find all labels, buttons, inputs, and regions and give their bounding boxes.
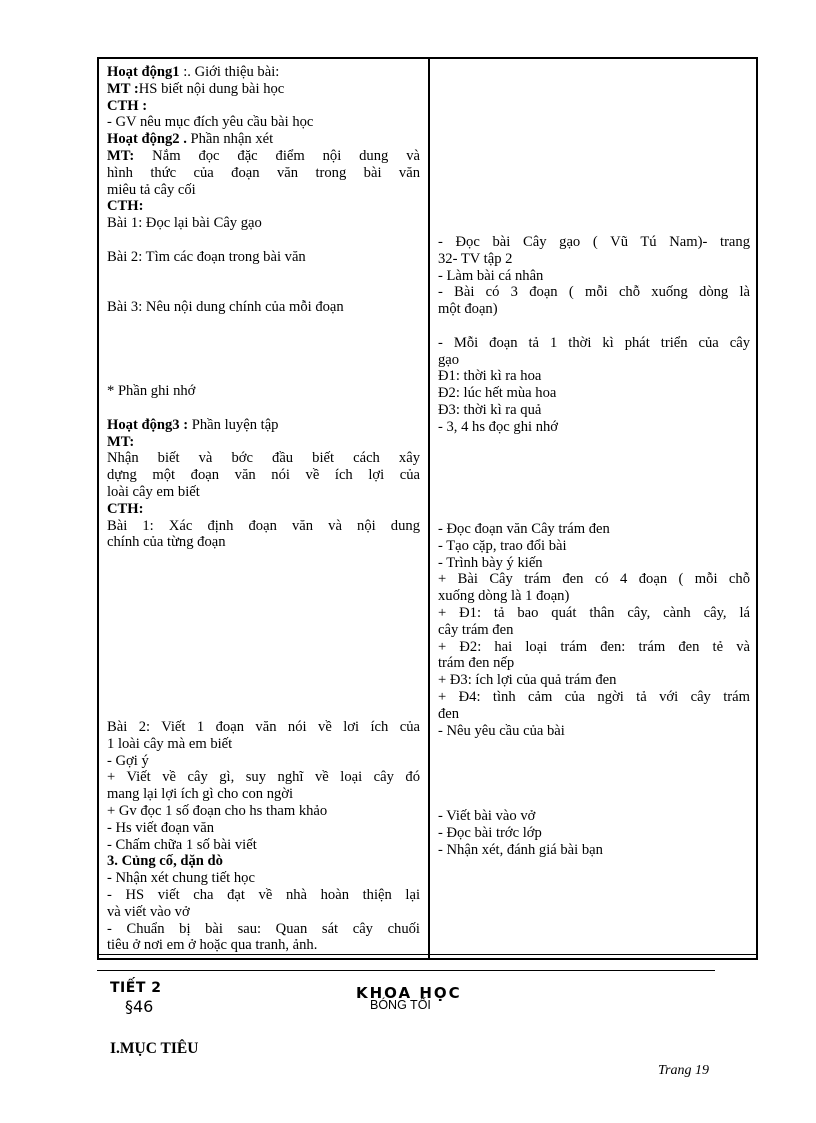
text-line	[107, 215, 420, 232]
text-line: - Đọc bài Cây gạo ( Vũ Tú Nam)- trang	[438, 234, 750, 250]
text-line: + Đ3: ích lợi của quả trám đen	[438, 672, 617, 689]
blank-line	[107, 232, 420, 249]
bold-label: Hoạt động3 :	[107, 416, 189, 433]
text-line	[107, 518, 420, 535]
line-text: * Phần ghi nhớ	[107, 383, 196, 400]
page-number: Trang 19	[658, 1063, 709, 1078]
lesson-title: BÓNG TỐI	[370, 998, 431, 1012]
line-text: + Gv đọc 1 số đoạn cho hs tham khảo	[107, 803, 328, 820]
line-text: HS biết nội dung bài học	[138, 80, 285, 97]
right-block-3	[438, 808, 750, 858]
blank-line	[107, 568, 420, 585]
text-line	[107, 937, 420, 954]
line-text: Phần nhận xét	[186, 131, 274, 148]
text-line: Đ3: thời kì ra quả	[438, 401, 542, 418]
line-text: - Nhận xét chung tiết học	[107, 870, 255, 887]
line-text: + Viết về cây gì, suy nghĩ về loại cây đó	[107, 769, 420, 786]
text-line: - Mỗi đoạn tả 1 thời kì phát triển của cây	[438, 334, 750, 351]
blank-line	[107, 585, 420, 602]
page-divider	[97, 970, 715, 971]
bold-label: Hoạt động1	[107, 64, 180, 80]
text-line: - Nêu yêu cầu của bài	[438, 722, 565, 739]
bold-label: Hoạt động2 .	[107, 131, 187, 148]
line-text: - HS viết cha đạt về nhà hoàn thiện lại	[107, 887, 420, 904]
line-text: :. Giới thiệu bài:	[179, 64, 280, 80]
text-line: + Bài Cây trám đen có 4 đoạn ( mỗi chỗ	[438, 571, 750, 588]
line-text: 1 loài cây mà em biết	[107, 735, 233, 752]
blank-line	[107, 702, 420, 719]
blank-line	[107, 652, 420, 669]
text-line	[107, 837, 420, 854]
line-text: Nắm đọc đặc điểm nội dung và	[134, 147, 420, 164]
bold-label: MT :	[107, 80, 139, 97]
blank-line	[107, 350, 420, 367]
text-line: xuống dòng là 1 đoạn)	[438, 588, 570, 605]
text-line: đen	[438, 705, 460, 722]
text-line	[107, 467, 420, 484]
blank-line	[107, 685, 420, 702]
line-text: - Chuẩn bị bài sau: Quan sát cây chuối	[107, 920, 420, 937]
text-line	[107, 786, 420, 803]
blank-line	[107, 400, 420, 417]
text-line	[107, 299, 420, 316]
section-number: §46	[125, 997, 154, 1016]
bold-label: CTH :	[107, 97, 148, 114]
blank-line	[107, 282, 420, 299]
student-activities-column	[430, 59, 756, 958]
text-line	[107, 148, 420, 165]
line-text: miêu tả cây cối	[107, 181, 196, 198]
blank-line	[107, 602, 420, 619]
lesson-number: TIẾT 2	[110, 980, 162, 996]
text-line: - Làm bài cá nhân	[438, 267, 544, 284]
blank-line	[107, 635, 420, 652]
text-line: - 3, 4 hs đọc ghi nhớ	[438, 418, 558, 435]
text-line	[107, 870, 420, 887]
text-line	[107, 753, 420, 770]
line-text: Bài 1: Đọc lại bài Cây gạo	[107, 215, 262, 232]
text-line	[107, 769, 420, 786]
text-line: - Trình bày ý kiến	[438, 554, 543, 571]
text-line	[107, 887, 420, 904]
text-line	[107, 820, 420, 837]
lesson-plan-table	[97, 57, 758, 960]
line-text: dựng một đoạn văn nói về ích lợi của	[107, 467, 420, 484]
blank-line	[107, 551, 420, 568]
blank-line	[107, 618, 420, 635]
text-line	[107, 249, 420, 266]
line-text: - Chấm chữa 1 số bài viết	[107, 836, 257, 853]
section-heading: I.MỤC TIÊU	[110, 1040, 199, 1057]
right-block-2	[438, 521, 750, 739]
text-line: Đ1: thời kì ra hoa	[438, 368, 542, 385]
blank-line	[438, 318, 750, 335]
text-line	[107, 182, 420, 199]
line-text: - Gợi ý	[107, 752, 149, 769]
text-line: + Đ1: tả bao quát thân cây, cành cây, lá	[438, 604, 750, 621]
text-line	[107, 198, 420, 215]
text-line: trám đen nếp	[438, 655, 515, 672]
line-text: chính của từng đoạn	[107, 534, 226, 551]
line-text: - Hs viết đoạn văn	[107, 819, 214, 836]
text-line	[107, 434, 420, 451]
text-line: - Tạo cặp, trao đổi bài	[438, 537, 567, 554]
text-line	[107, 736, 420, 753]
text-line	[107, 131, 420, 148]
line-text: tiêu ở nơi em ở hoặc qua tranh, ảnh.	[107, 937, 318, 954]
right-block-1	[438, 234, 750, 436]
text-line	[107, 719, 420, 736]
text-line	[107, 165, 420, 182]
bold-label: MT:	[107, 147, 135, 164]
text-line: - Bài có 3 đoạn ( mỗi chỗ xuống dòng là	[438, 284, 750, 301]
line-text: Nhận biết và bớc đầu biết cách xây	[107, 450, 420, 467]
subject-title: KHOA HỌC	[356, 984, 462, 1002]
text-line	[107, 803, 420, 820]
text-line	[107, 417, 420, 434]
text-line: một đoạn)	[438, 301, 498, 318]
text-line: - Đọc đoạn văn Cây trám đen	[438, 521, 610, 537]
text-line	[107, 501, 420, 518]
bold-label: CTH:	[107, 500, 144, 517]
bold-label: 3. Củng cố, dặn dò	[107, 853, 223, 870]
line-text: và viết vào vở	[107, 903, 190, 920]
line-text: Bài 1: Xác định đoạn văn và nội dung	[107, 517, 420, 534]
text-line: cây trám đen	[438, 621, 514, 638]
bold-label: CTH:	[107, 198, 144, 215]
blank-line	[107, 266, 420, 283]
teacher-activities-column	[99, 59, 430, 958]
line-text: Bài 2: Tìm các đoạn trong bài văn	[107, 248, 306, 265]
blank-line	[107, 316, 420, 333]
text-line: + Đ2: hai loại trám đen: trám đen tẻ và	[438, 638, 750, 655]
text-line	[107, 383, 420, 400]
bold-label: MT:	[107, 433, 135, 450]
blank-line	[107, 366, 420, 383]
line-text: Bài 2: Viết 1 đoạn văn nói về lơi ích của	[107, 719, 420, 736]
line-text: Bài 3: Nêu nội dung chính của mỗi đoạn	[107, 299, 344, 316]
line-text: Phần luyện tập	[188, 416, 279, 433]
text-line	[107, 921, 420, 938]
line-text: mang lại lợi ích gì cho con ngời	[107, 786, 294, 803]
text-line	[107, 81, 420, 98]
text-line: gạo	[438, 351, 460, 368]
text-line	[107, 484, 420, 501]
text-line	[107, 534, 420, 551]
blank-line	[107, 669, 420, 686]
text-line	[107, 450, 420, 467]
text-line: - Đọc bài trớc lớp	[438, 824, 542, 841]
line-text: - GV nêu mục đích yêu cầu bài học	[107, 114, 314, 131]
blank-line	[107, 333, 420, 350]
text-line: Đ2: lúc hết mùa hoa	[438, 385, 557, 402]
text-line: - Nhận xét, đánh giá bài bạn	[438, 841, 603, 858]
text-line: + Đ4: tình cảm của ngời tả với cây trám	[438, 688, 750, 705]
line-text: hình thức của đoạn văn trong bài văn	[107, 164, 420, 181]
text-line	[107, 114, 420, 131]
line-text: loài cây em biết	[107, 483, 200, 500]
text-line	[107, 98, 420, 115]
text-line	[107, 904, 420, 921]
text-line	[107, 64, 420, 81]
text-line: 32- TV tập 2	[438, 250, 513, 267]
text-line	[107, 853, 420, 870]
text-line: - Viết bài vào vở	[438, 808, 536, 824]
